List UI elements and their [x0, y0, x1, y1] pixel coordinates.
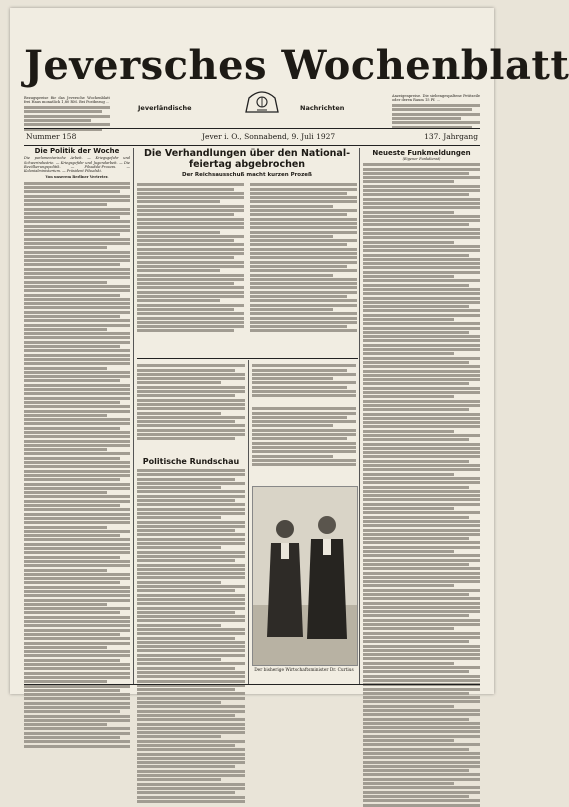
- photo-block: [252, 486, 358, 666]
- column-center-left-upper: [137, 363, 245, 463]
- place-date: Jever i. O., Sonnabend, 9. Juli 1927: [202, 132, 336, 141]
- column-center-right-upper: [252, 363, 356, 403]
- column-divider-2: [248, 360, 249, 684]
- volume-year: 137. Jahrgang: [424, 132, 478, 141]
- rundschau-title: Politische Rundschau: [142, 457, 240, 466]
- column-divider-3: [359, 148, 360, 684]
- funk-title: Neueste Funkmeldungen: [372, 149, 471, 157]
- funk-source: (Eigener Funkdienst): [402, 157, 441, 161]
- info-bar: [24, 131, 480, 143]
- column-politik: [24, 149, 130, 684]
- photo-caption: [252, 668, 356, 673]
- right-notice: [392, 94, 480, 130]
- newspaper-page: [10, 8, 569, 694]
- masthead-subtitle-left: Jeverländische: [138, 104, 192, 112]
- article-verhandlungen: [137, 149, 357, 357]
- crest-icon: [242, 88, 282, 114]
- funk-body: [363, 163, 480, 806]
- masthead-subtitle-right: Nachrichten: [300, 104, 345, 112]
- top-rule: [24, 128, 480, 129]
- verhandlungen-body: [137, 182, 357, 334]
- verhandlungen-deck: Der Reichsausschuß macht kurzen Prozeß: [182, 172, 312, 178]
- center-mid-rule: [137, 358, 358, 359]
- right-notice-text: Anzeigenpreise. Die siebengespaltene Petitzeile oder deren Raum 15 Pf. ...: [392, 94, 480, 103]
- verhandlungen-title: Die Verhandlungen über den National-feiertag abgebrochen: [143, 148, 351, 170]
- politik-title: Die Politik der Woche: [34, 147, 120, 155]
- bottom-rule: [24, 684, 480, 685]
- column-funkmeldungen: [363, 149, 480, 684]
- left-notice-text: Bezugspreise für das Jeversche Wochenblatt frei Haus monatlich 1,80 RM. Bei Postbezug ...: [24, 96, 110, 105]
- photo-caption-text: Der bisherige Wirtschaftsminister Dr. Curtius: [254, 668, 354, 673]
- left-notice: [24, 96, 110, 132]
- info-rule: [24, 145, 480, 146]
- masthead-title: Jeversches Wochenblatt: [24, 42, 569, 89]
- column-center-right-mid: [252, 406, 356, 482]
- politik-deck: Die parlamentarische Arbeit. — Kriegsgefahr und Schwerindustrie. — Kriegsgefahr und Jugendarbeit. — Die Bevölkerungspolitik. — Pilsudski-Prozess. — Kolonialministerium. — Präsident Pilsudski.: [24, 156, 130, 174]
- issue-number: Nummer 158: [26, 132, 77, 141]
- column-rundschau: [137, 455, 245, 684]
- politik-body: [24, 182, 130, 748]
- politik-byline: Von unserem Berliner Vertreter.: [45, 175, 109, 180]
- column-divider-1: [133, 148, 134, 684]
- photo-image: [253, 487, 357, 665]
